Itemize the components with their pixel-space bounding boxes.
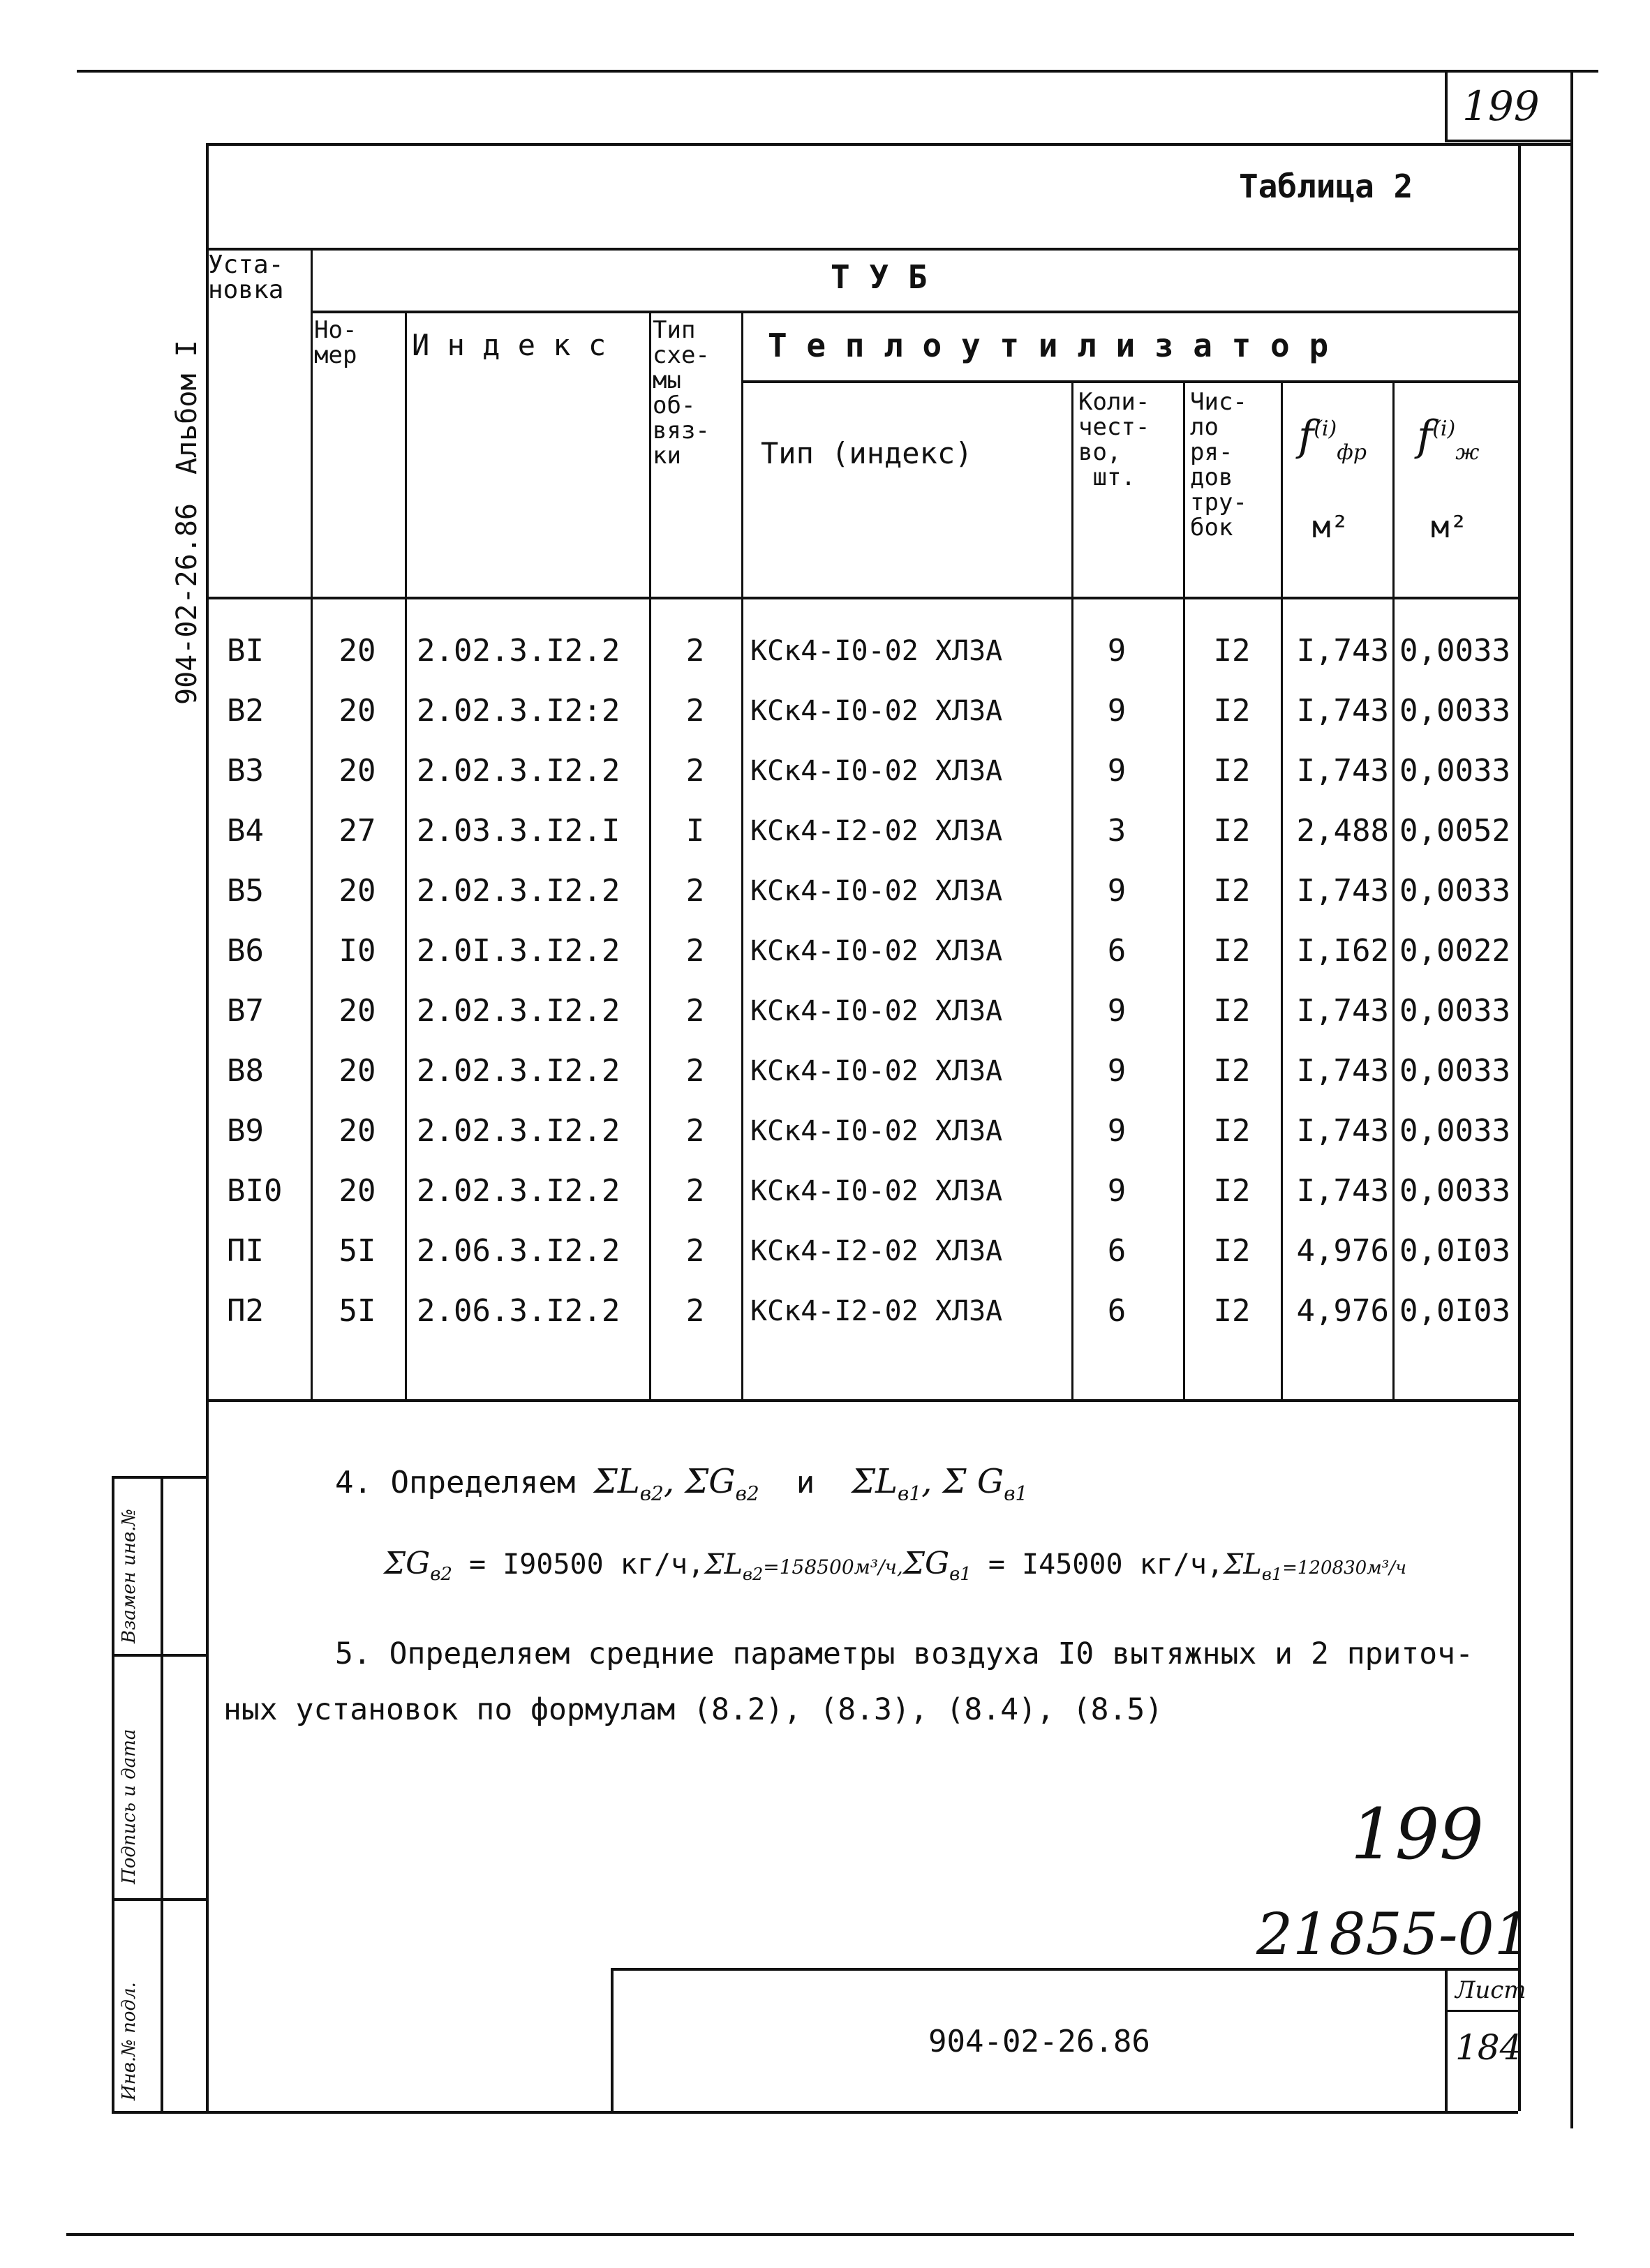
cell-type: КСк4-I0-02 ХЛЗА xyxy=(750,695,1003,727)
cell-num: I0 xyxy=(339,933,376,969)
cell-index: 2.03.3.I2.I xyxy=(417,813,620,849)
cell-index: 2.02.3.I2.2 xyxy=(417,873,620,909)
cell-qty: 9 xyxy=(1107,1113,1127,1149)
cell-scheme: 2 xyxy=(685,1113,705,1149)
cell-inst: B8 xyxy=(227,1053,264,1089)
cell-scheme: 2 xyxy=(685,633,705,669)
cell-num: 5I xyxy=(339,1233,376,1269)
sum-line: $\Sigma G_{в2} = I90500$ $кг/ч,\Sigma L_{в2}=158500м^3/ч,\Sigma G_{в1} = I45000$ $кг/ч,\Sigma L_{в1}=120830м^3/ч$ xyxy=(384,1546,1407,1585)
cell-rows: I2 xyxy=(1213,813,1251,849)
step5-line1: 5. Определяем средние параметры воздуха I0 вытяжных и 2 приточ- xyxy=(335,1636,1473,1671)
cell-ffr: I,I62 xyxy=(1296,933,1389,969)
cell-rows: I2 xyxy=(1213,1053,1251,1089)
header-installation: Уста- новка xyxy=(208,251,284,304)
stamp-inv-original: Инв.№ подл. xyxy=(119,1982,140,2101)
cell-index: 2.02.3.I2.2 xyxy=(417,633,620,669)
cell-type: КСк4-I2-02 ХЛЗА xyxy=(750,1295,1003,1327)
cell-scheme: 2 xyxy=(685,993,705,1029)
cell-qty: 9 xyxy=(1107,693,1127,729)
cell-type: КСк4-I0-02 ХЛЗА xyxy=(750,995,1003,1027)
cell-index: 2.02.3.I2.2 xyxy=(417,1173,620,1209)
cell-ffr: I,743 xyxy=(1296,633,1389,669)
sheet-label: Лист xyxy=(1455,1976,1526,2004)
cell-type: КСк4-I0-02 ХЛЗА xyxy=(750,635,1003,667)
cell-fzh: 0,0033 xyxy=(1399,693,1510,729)
cell-type: КСк4-I0-02 ХЛЗА xyxy=(750,1115,1003,1147)
cell-scheme: 2 xyxy=(685,933,705,969)
cell-fzh: 0,0033 xyxy=(1399,993,1510,1029)
cell-num: 20 xyxy=(339,753,376,789)
cell-scheme: 2 xyxy=(685,1293,705,1329)
cell-qty: 6 xyxy=(1107,1293,1127,1329)
cell-type: КСк4-I0-02 ХЛЗА xyxy=(750,1055,1003,1087)
cell-ffr: I,743 xyxy=(1296,993,1389,1029)
cell-type: КСк4-I0-02 ХЛЗА xyxy=(750,755,1003,787)
cell-rows: I2 xyxy=(1213,753,1251,789)
cell-qty: 9 xyxy=(1107,753,1127,789)
cell-fzh: 0,0022 xyxy=(1399,933,1510,969)
header-type-index: Тип (индекс) xyxy=(761,436,973,470)
cell-inst: П2 xyxy=(227,1293,264,1329)
cell-scheme: 2 xyxy=(685,1053,705,1089)
header-heat-recovery: Т е п л о у т и л и з а т о р xyxy=(768,327,1329,364)
cell-inst: B4 xyxy=(227,813,264,849)
cell-rows: I2 xyxy=(1213,1173,1251,1209)
cell-fzh: 0,0I03 xyxy=(1399,1233,1510,1269)
cell-qty: 6 xyxy=(1107,933,1127,969)
cell-qty: 9 xyxy=(1107,1053,1127,1089)
cell-rows: I2 xyxy=(1213,693,1251,729)
cell-ffr: I,743 xyxy=(1296,1053,1389,1089)
cell-type: КСк4-I0-02 ХЛЗА xyxy=(750,875,1003,907)
handwritten-page: 199 xyxy=(1351,1793,1484,1875)
title-block-code: 904-02-26.86 xyxy=(928,2024,1150,2059)
header-f-zh-unit: м² xyxy=(1431,509,1468,545)
cell-scheme: 2 xyxy=(685,753,705,789)
album-label: Альбом I xyxy=(171,340,203,475)
cell-type: КСк4-I0-02 ХЛЗА xyxy=(750,1175,1003,1207)
cell-index: 2.0I.3.I2.2 xyxy=(417,933,620,969)
cell-qty: 3 xyxy=(1107,813,1127,849)
step5-line2: ных установок по формулам (8.2), (8.3), (8.4), (8.5) xyxy=(223,1692,1164,1727)
cell-fzh: 0,0052 xyxy=(1399,813,1510,849)
cell-scheme: 2 xyxy=(685,873,705,909)
header-f-fr-unit: м² xyxy=(1312,509,1349,545)
cell-rows: I2 xyxy=(1213,1113,1251,1149)
cell-num: 20 xyxy=(339,1113,376,1149)
cell-inst: B6 xyxy=(227,933,264,969)
cell-index: 2.02.3.I2.2 xyxy=(417,1113,620,1149)
cell-num: 27 xyxy=(339,813,376,849)
cell-qty: 9 xyxy=(1107,873,1127,909)
cell-ffr: I,743 xyxy=(1296,693,1389,729)
cell-scheme: 2 xyxy=(685,1173,705,1209)
cell-num: 20 xyxy=(339,693,376,729)
cell-index: 2.02.3.I2.2 xyxy=(417,1053,620,1089)
handwritten-code: 21855-01 xyxy=(1256,1902,1531,1968)
cell-index: 2.06.3.I2.2 xyxy=(417,1233,620,1269)
header-quantity: Коли- чест- во, шт. xyxy=(1078,388,1150,491)
header-f-fr: $f^{(i)}_{фр}$ xyxy=(1298,412,1367,465)
cell-scheme: 2 xyxy=(685,1233,705,1269)
cell-inst: ПI xyxy=(227,1233,264,1269)
cell-rows: I2 xyxy=(1213,1233,1251,1269)
cell-qty: 9 xyxy=(1107,633,1127,669)
cell-fzh: 0,0033 xyxy=(1399,633,1510,669)
cell-rows: I2 xyxy=(1213,1293,1251,1329)
cell-ffr: 2,488 xyxy=(1296,813,1389,849)
cell-ffr: 4,976 xyxy=(1296,1233,1389,1269)
cell-inst: B2 xyxy=(227,693,264,729)
cell-rows: I2 xyxy=(1213,873,1251,909)
cell-ffr: I,743 xyxy=(1296,873,1389,909)
cell-num: 20 xyxy=(339,873,376,909)
stamp-replace-inv: Взамен инв.№ xyxy=(119,1509,140,1643)
cell-qty: 9 xyxy=(1107,993,1127,1029)
cell-ffr: 4,976 xyxy=(1296,1293,1389,1329)
cell-index: 2.06.3.I2.2 xyxy=(417,1293,620,1329)
cell-num: 5I xyxy=(339,1293,376,1329)
cell-rows: I2 xyxy=(1213,633,1251,669)
header-rows-count: Чис- ло ря- дов тру- бок xyxy=(1190,388,1247,542)
cell-inst: B5 xyxy=(227,873,264,909)
table-title: Таблица 2 xyxy=(1239,167,1413,205)
sheet-value: 184 xyxy=(1455,2027,1522,2068)
cell-qty: 6 xyxy=(1107,1233,1127,1269)
cell-inst: BI xyxy=(227,633,264,669)
cell-scheme: 2 xyxy=(685,693,705,729)
cell-index: 2.02.3.I2.2 xyxy=(417,753,620,789)
cell-ffr: I,743 xyxy=(1296,753,1389,789)
side-doc-code: 904-02-26.86 xyxy=(171,503,203,705)
cell-rows: I2 xyxy=(1213,933,1251,969)
header-f-zh: $f^{(i)}_ж$ xyxy=(1417,412,1480,465)
cell-type: КСк4-I2-02 ХЛЗА xyxy=(750,815,1003,847)
cell-rows: I2 xyxy=(1213,993,1251,1029)
cell-type: КСк4-I2-02 ХЛЗА xyxy=(750,1235,1003,1267)
cell-fzh: 0,0I03 xyxy=(1399,1293,1510,1329)
cell-fzh: 0,0033 xyxy=(1399,1113,1510,1149)
top-sheet-number: 199 xyxy=(1462,82,1540,130)
cell-type: КСк4-I0-02 ХЛЗА xyxy=(750,935,1003,967)
header-tub: Т У Б xyxy=(831,258,928,296)
cell-num: 20 xyxy=(339,993,376,1029)
stamp-signature-date: Подпись и дата xyxy=(119,1729,140,1884)
cell-qty: 9 xyxy=(1107,1173,1127,1209)
cell-inst: BI0 xyxy=(227,1173,283,1209)
cell-num: 20 xyxy=(339,1173,376,1209)
cell-inst: B9 xyxy=(227,1113,264,1149)
header-scheme-type: Тип схе- мы об- вяз- ки xyxy=(653,316,710,470)
cell-ffr: I,743 xyxy=(1296,1113,1389,1149)
cell-inst: B3 xyxy=(227,753,264,789)
cell-index: 2.02.3.I2.2 xyxy=(417,993,620,1029)
cell-ffr: I,743 xyxy=(1296,1173,1389,1209)
cell-fzh: 0,0033 xyxy=(1399,873,1510,909)
header-number: Но- мер xyxy=(314,316,357,369)
step4-line: 4. Определяем $\Sigma L_{в2}$, $\Sigma G_{в2}$ и $\Sigma L_{в1}$, Σ $G_{в1}$ xyxy=(335,1462,1028,1505)
cell-num: 20 xyxy=(339,1053,376,1089)
cell-num: 20 xyxy=(339,633,376,669)
cell-scheme: I xyxy=(685,813,705,849)
cell-fzh: 0,0033 xyxy=(1399,1053,1510,1089)
cell-inst: B7 xyxy=(227,993,264,1029)
header-index: И н д е к с xyxy=(412,328,607,362)
cell-fzh: 0,0033 xyxy=(1399,753,1510,789)
cell-fzh: 0,0033 xyxy=(1399,1173,1510,1209)
cell-index: 2.02.3.I2:2 xyxy=(417,693,620,729)
